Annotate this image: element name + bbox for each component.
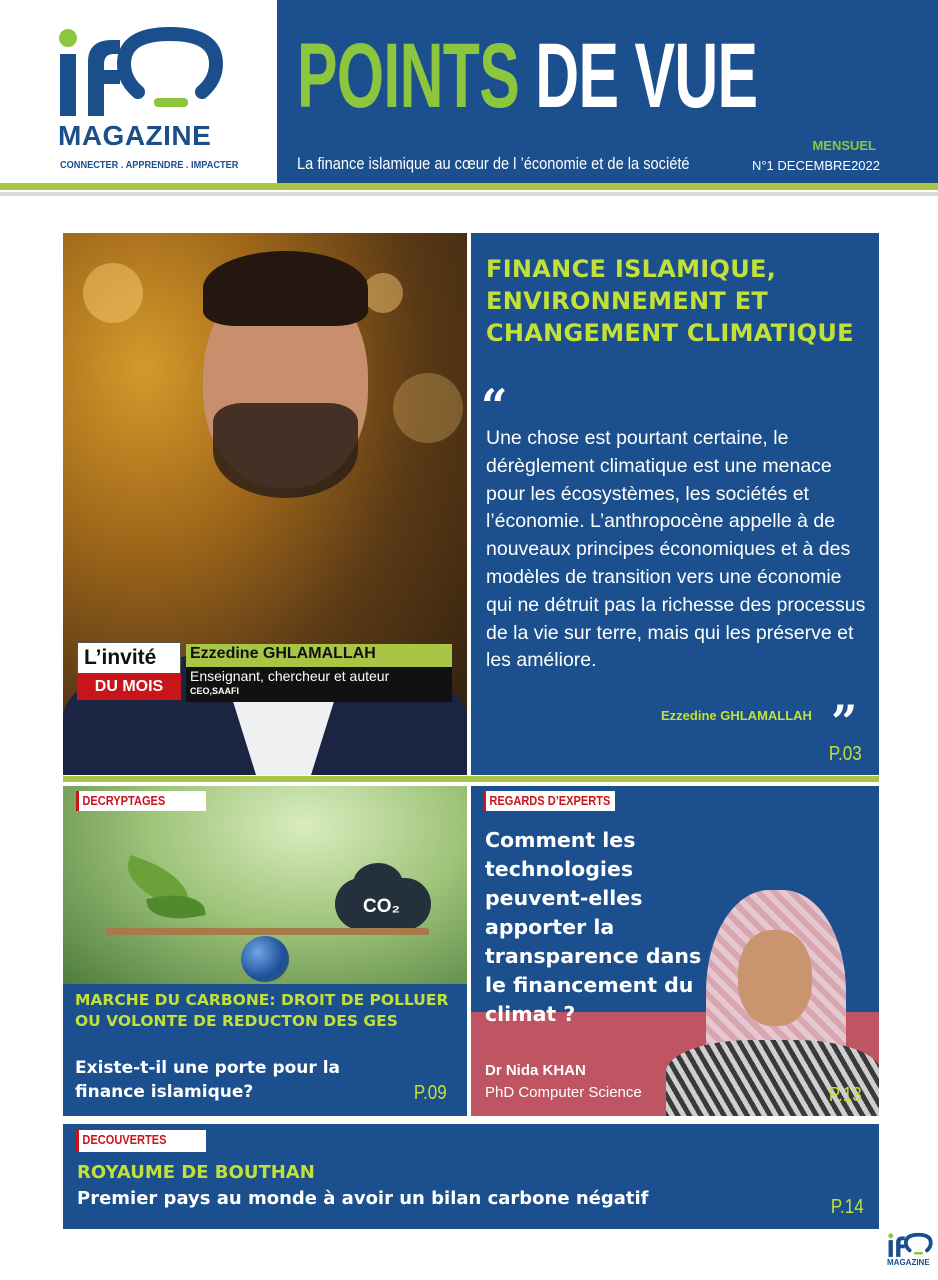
- expert-face: [738, 930, 812, 1026]
- guest-invite-label: L’invité: [84, 646, 157, 669]
- section-divider: [63, 776, 879, 782]
- section-tag-label: DECOUVERTES: [82, 1132, 167, 1147]
- header-divider-green: [0, 183, 938, 190]
- section-tag-decryptages: [76, 791, 206, 811]
- experts-panel[interactable]: [471, 786, 879, 1116]
- section-tag-experts: [483, 791, 615, 811]
- footer-magazine-label: MAGAZINE: [887, 1258, 930, 1267]
- section-tag-decouvertes: [76, 1130, 206, 1152]
- feature-panel[interactable]: [471, 233, 879, 775]
- guest-role: Enseignant, chercheur et auteur: [190, 668, 390, 684]
- globe-icon: [241, 936, 289, 982]
- decouvertes-subheadline: Premier pays au monde à avoir un bilan carbone négatif: [77, 1188, 649, 1209]
- expert-role: PhD Computer Science: [485, 1084, 642, 1101]
- feature-headline: FINANCE ISLAMIQUE, ENVIRONNEMENT ET CHANGEMENT CLIMATIQUE: [486, 255, 854, 347]
- decouvertes-headline: ROYAUME DE BOUTHAN: [77, 1162, 315, 1183]
- masthead-band: [277, 0, 938, 183]
- page-ref: P.14: [830, 1196, 864, 1218]
- bokeh-light: [393, 373, 463, 443]
- page-ref: P.09: [413, 1082, 447, 1104]
- issue-number: N°1 DECEMBRE2022: [751, 158, 880, 173]
- decryptages-headline: MARCHE DU CARBONE: DROIT DE POLLUER OU VOLONTE DE REDUCTON DES GES: [75, 991, 449, 1030]
- guest-month-label: DU MOIS: [77, 673, 181, 700]
- title-de-vue: DE VUE: [519, 25, 758, 127]
- experts-headline: Comment les technologies peuvent-elles apporter la transparence dans le financement du climat ?: [485, 828, 702, 1026]
- section-tag-label: REGARDS D’EXPERTS: [489, 793, 611, 808]
- title-points: POINTS: [297, 25, 520, 127]
- magazine-title: [297, 25, 758, 127]
- decryptages-panel[interactable]: [63, 786, 467, 1116]
- logo-magazine-label: MAGAZINE: [58, 120, 212, 151]
- guest-org: CEO,SAAFI: [190, 686, 240, 696]
- decryptages-subheadline: Existe-t-il une porte pour la finance islamique?: [75, 1058, 341, 1102]
- bokeh-light: [83, 263, 143, 323]
- magazine-subtitle: La finance islamique au cœur de l ’économie et de la société: [297, 154, 690, 173]
- co2-label: CO₂: [363, 896, 400, 917]
- page-ref: P.03: [828, 743, 862, 765]
- logo-tagline: CONNECTER . APPRENDRE . IMPACTER: [60, 160, 239, 171]
- bokeh-light: [363, 273, 403, 313]
- close-quote-icon: ”: [831, 695, 858, 749]
- person-hair: [203, 251, 368, 326]
- quote-author: Ezzedine GHLAMALLAH: [661, 708, 812, 723]
- section-tag-label: DECRYPTAGES: [82, 793, 166, 808]
- balance-board: [105, 928, 429, 935]
- expert-name: Dr Nida KHAN: [485, 1062, 586, 1079]
- guest-name: Ezzedine GHLAMALLAH: [190, 645, 376, 662]
- feature-quote: Une chose est pourtant certaine, le dérèglement climatique est une menace pour les écosystèmes, les sociétés et l’économie. L’anthropocène appelle à de nouveaux principes économiques et à des modèles de transition vers une économie qui ne détruit pas la richesse des processus de la vie sur terre, mais qui les préserve et les améliore.: [486, 427, 866, 672]
- open-quote-icon: “: [481, 379, 508, 433]
- ifo-footer-logo-icon: [888, 1230, 934, 1260]
- page-ref: P.13: [828, 1084, 862, 1106]
- masthead-logo-block: [0, 0, 277, 183]
- header-divider-grey: [0, 192, 938, 196]
- carbon-balance-illustration: [63, 786, 467, 984]
- frequency-label: MENSUEL: [812, 138, 876, 153]
- person-beard: [213, 403, 358, 498]
- ifo-logo-icon: [58, 22, 228, 122]
